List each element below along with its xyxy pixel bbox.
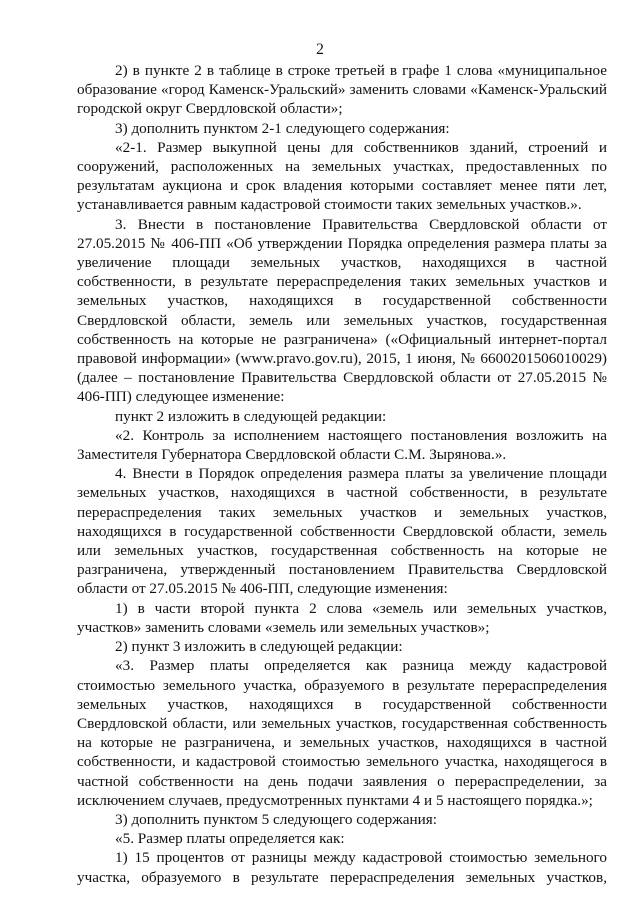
paragraph-item-3-add-point: 3) дополнить пунктом 2-1 следующего содержания: [115, 119, 450, 137]
paragraph-quote-point-2-control: «2. Контроль за исполнением настоящего постановления возложить на Заместителя Губернатора Свердловской области С.М. Зырянова.». [77, 426, 607, 464]
paragraph-quote-point-5: «5. Размер платы определяется как: [115, 830, 345, 848]
page-number: 2 [316, 41, 324, 58]
paragraph-item-2-point-3: 2) пункт 3 изложить в следующей редакции: [115, 638, 403, 656]
paragraph-point-2-redaction: пункт 2 изложить в следующей редакции: [115, 407, 387, 425]
paragraph-quote-point-3: «3. Размер платы определяется как разница между кадастровой стоимостью земельного участка, образуемого в результате перераспределения земельных участков, находящихся в государственной собственности Свердловской области, или земельных участков, государственная собственность на которые не разграничена, и земельных участков, находящихся в частной собственности, и кадастровой стоимостью земельного участка, находящегося в частной собственности на день подачи заявления о перераспределении, за исключением случаев, предусмотренных пунктами 4 и 5 настоящего порядка.»; [77, 657, 607, 809]
paragraph-subitem-1-15-percent: 1) 15 процентов от разницы между кадастровой стоимостью земельного участка, образуемого в результате перераспределения земельных участков, [77, 849, 607, 886]
document-body [77, 61, 607, 887]
paragraph-section-3: 3. Внести в постановление Правительства Свердловской области от 27.05.2015 № 406-ПП «Об утверждении Порядка определения размера платы за увеличение площади земельных участков, находящихся в частной собственности, в результате перераспределения таких земельных участков и земельных участков, находящихся в государственной собственности Свердловской области, земель или земельных участков, государственная собственность на которые не разграничена» («Официальный интернет-портал правовой информации» (www.pravo.gov.ru), 2015, 1 июня, № 6600201506010029) (далее – постановление Правительства Свердловской области от 27.05.2015 № 406-ПП) следующее изменение: [77, 215, 607, 406]
paragraph-section-4: 4. Внести в Порядок определения размера платы за увеличение площади земельных участков, находящихся в частной собственности, в результате перераспределения таких земельных участков и земельных участков, находящихся в государственной собственности Свердловской области, земель или земельных участков, государственная собственность на которые не разграничена, утвержденный постановлением Правительства Свердловской области от 27.05.2015 № 406-ПП, следующие изменения: [77, 465, 607, 598]
paragraph-quote-point-2-1: «2-1. Размер выкупной цены для собственников зданий, строений и сооружений, расположенных на земельных участках, предоставленных по результатам аукциона и срок владения которыми составляет менее пяти лет, устанавливается равным кадастровой стоимости таких земельных участков.». [77, 138, 607, 214]
paragraph-item-1-replace-words: 1) в части второй пункта 2 слова «земель или земельных участков, участков» заменить словами «земель или земельных участков»; [77, 599, 607, 636]
paragraph-item-2-table-change: 2) в пункте 2 в таблице в строке третьей в графе 1 слова «муниципальное образование «город Каменск-Уральский» заменить словами «Каменск-Уральский городской округ Свердловской области»; [77, 62, 607, 118]
paragraph-item-3-add-point-5: 3) дополнить пунктом 5 следующего содержания: [115, 810, 437, 828]
